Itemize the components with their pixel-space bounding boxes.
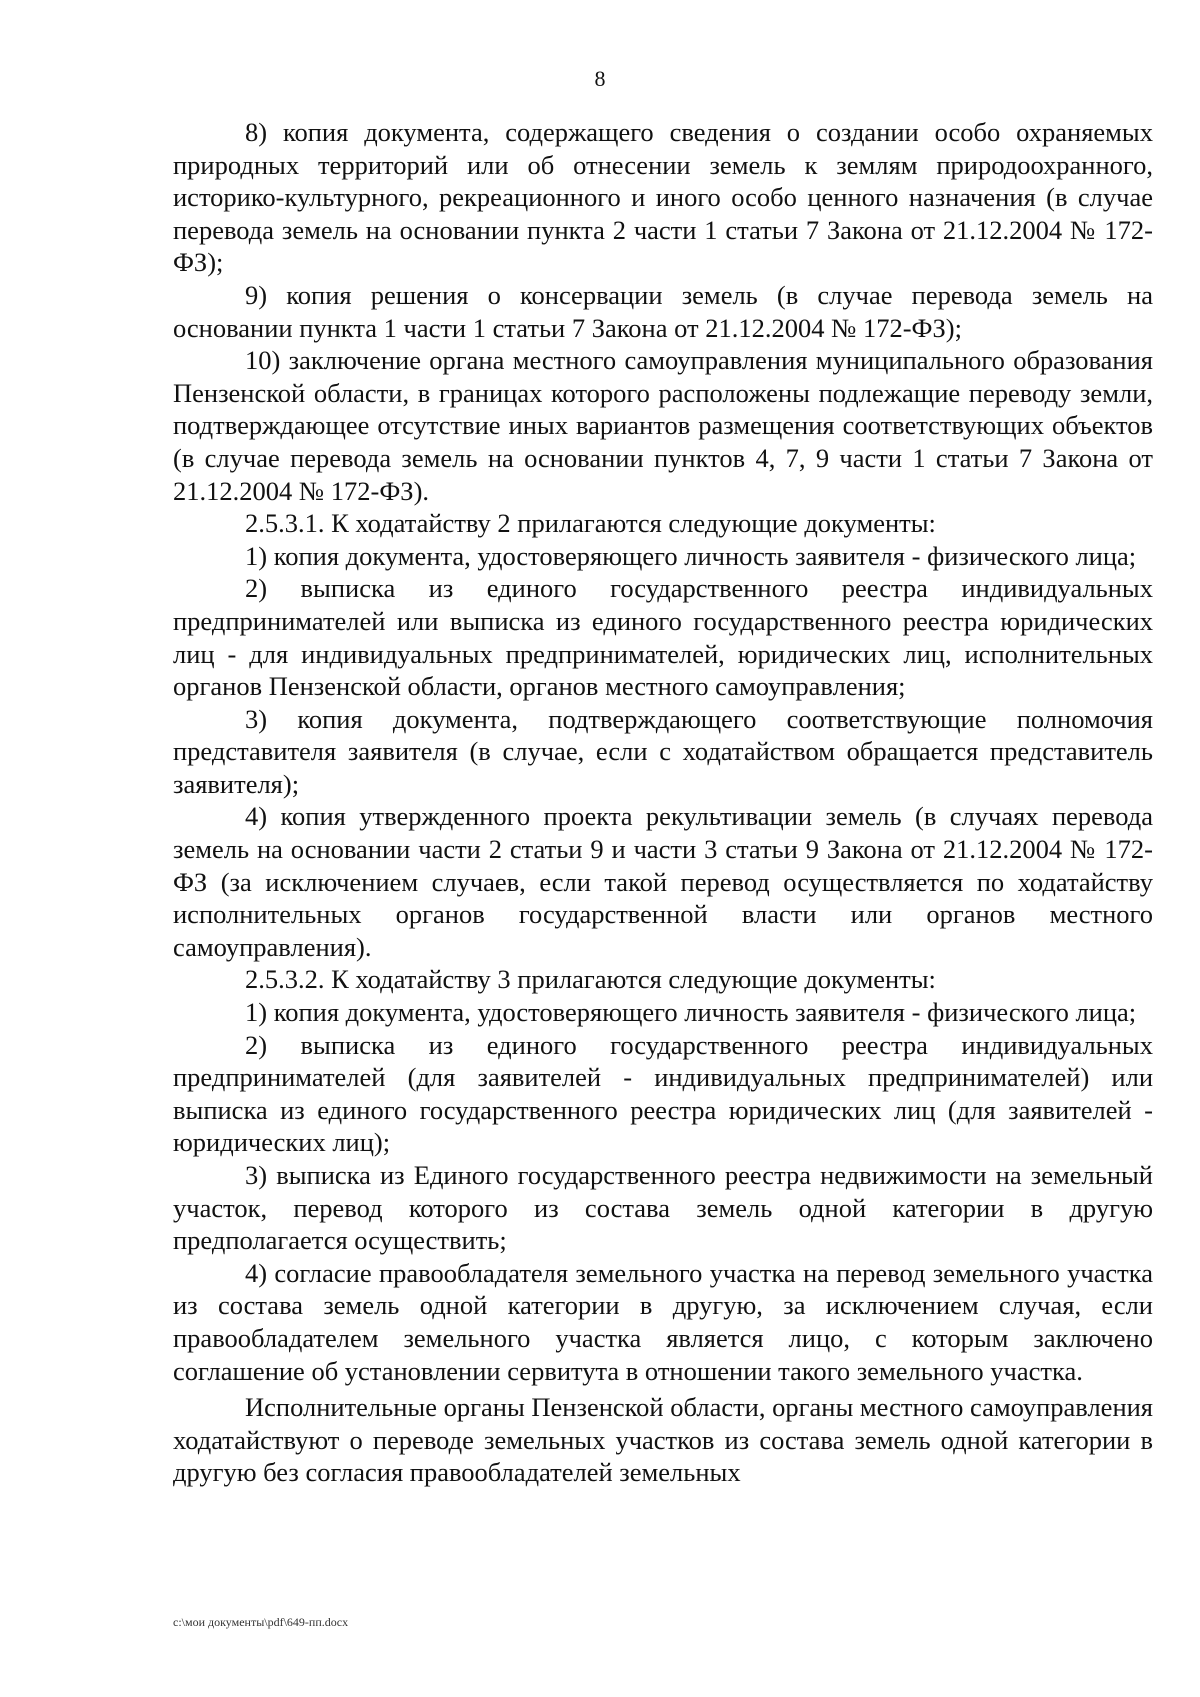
paragraph-item-10: 10) заключение органа местного самоуправления муниципального образования Пензенской области, в границах которого расположены подлежащие переводу земли, подтверждающее отсутствие иных вариантов размещения соответствующих объектов (в случае перевода земель на основании пунктов 4, 7, 9 части 1 статьи 7 Закона от 21.12.2004 № 172-ФЗ). — [173, 345, 1153, 506]
section-heading-2-5-3-2: 2.5.3.2. К ходатайству 3 прилагаются следующие документы: — [245, 964, 936, 995]
section-heading-2-5-3-1: 2.5.3.1. К ходатайству 2 прилагаются следующие документы: — [245, 508, 936, 539]
footer-file-path: c:\мои документы\pdf\649-пп.docx — [173, 1615, 349, 1629]
paragraph-item-8: 8) копия документа, содержащего сведения о создании особо охраняемых природных территорий или об отнесении земель к землям природоохранного, историко-культурного, рекреационного и иного особо ценного назначения (в случае перевода земель на основании пункта 2 части 1 статьи 7 Закона от 21.12.2004 № 172-ФЗ); — [173, 117, 1153, 278]
paragraph-2-5-3-2-item-2: 2) выписка из единого государственного реестра индивидуальных предпринимателей (для заявителей - индивидуальных предпринимателей) или выписка из единого государственного реестра юридических лиц (для заявителей - юридических лиц); — [173, 1029, 1153, 1158]
paragraph-2-5-3-2-item-3: 3) выписка из Единого государственного реестра недвижимости на земельный участок, перевод которого из состава земель одной категории в другую предполагается осуществить; — [173, 1160, 1153, 1256]
paragraph-2-5-3-2-item-1: 1) копия документа, удостоверяющего личность заявителя - физического лица; — [245, 997, 1137, 1028]
paragraph-2-5-3-2-item-4: 4) согласие правообладателя земельного участка на перевод земельного участка из состава земель одной категории в другую, за исключением случая, если правообладателем земельного участка является лицо, с которым заключено соглашение об установлении сервитута в отношении такого земельного участка. — [173, 1257, 1153, 1386]
paragraph-2-5-3-1-item-3: 3) копия документа, подтверждающего соответствующие полномочия представителя заявителя (в случае, если с ходатайством обращается представитель заявителя); — [173, 703, 1153, 799]
paragraph-2-5-3-1-item-4: 4) копия утвержденного проекта рекультивации земель (в случаях перевода земель на основании части 2 статьи 9 и части 3 статьи 9 Закона от 21.12.2004 № 172-ФЗ (за исключением случаев, если такой перевод осуществляется по ходатайству исполнительных органов государственной власти или органов местного самоуправления). — [173, 801, 1153, 962]
document-body — [173, 116, 1153, 1489]
paragraph-executive-bodies: Исполнительные органы Пензенской области, органы местного самоуправления ходатайствуют о переводе земельных участков из состава земель одной категории в другую без согласия правообладателей земельных — [173, 1392, 1153, 1488]
paragraph-item-9: 9) копия решения о консервации земель (в случае перевода земель на основании пункта 1 части 1 статьи 7 Закона от 21.12.2004 № 172-ФЗ); — [173, 279, 1153, 343]
paragraph-2-5-3-1-item-2: 2) выписка из единого государственного реестра индивидуальных предпринимателей или выписка из единого государственного реестра юридических лиц - для индивидуальных предпринимателей, юридических лиц, исполнительных органов Пензенской области, органов местного самоуправления; — [173, 573, 1153, 702]
paragraph-2-5-3-1-item-1: 1) копия документа, удостоверяющего личность заявителя - физического лица; — [245, 540, 1137, 571]
page-number: 8 — [594, 66, 606, 91]
